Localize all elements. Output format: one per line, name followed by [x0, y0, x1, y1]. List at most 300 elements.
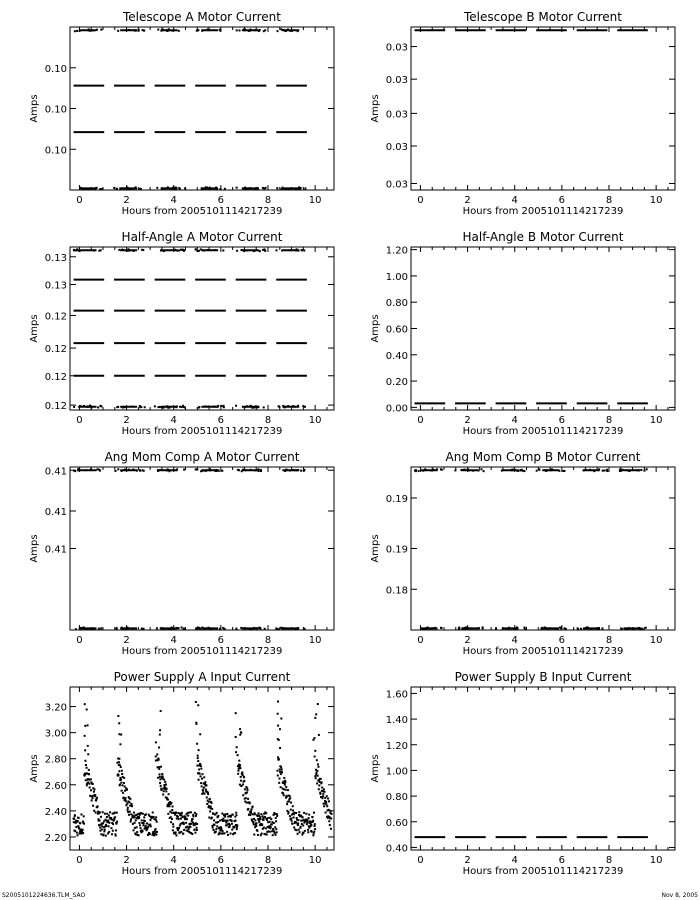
data-point — [108, 822, 110, 824]
data-point — [160, 785, 162, 787]
data-point — [254, 819, 256, 821]
data-point — [158, 747, 160, 749]
data-point — [139, 188, 141, 190]
x-tick-label: 6 — [217, 635, 225, 646]
data-point — [157, 470, 159, 472]
data-point — [142, 813, 144, 815]
data-point — [82, 832, 84, 834]
data-point — [121, 770, 123, 772]
data-point — [196, 823, 198, 825]
data-point — [156, 753, 158, 755]
data-point — [263, 827, 265, 829]
y-tick-label: 0.12 — [44, 401, 67, 413]
data-point — [313, 832, 315, 834]
data-point — [145, 825, 147, 827]
data-point — [602, 470, 604, 472]
data-point — [141, 628, 143, 630]
data-point — [121, 784, 123, 786]
data-point — [250, 810, 252, 812]
data-point — [201, 778, 203, 780]
data-point — [143, 470, 145, 472]
data-point — [606, 470, 608, 472]
data-point — [283, 777, 285, 779]
y-tick-label: 0.80 — [385, 298, 408, 310]
data-point — [73, 249, 75, 251]
data-point — [202, 773, 204, 775]
data-point — [482, 627, 484, 629]
data-point — [164, 781, 166, 783]
data-point — [236, 29, 238, 31]
data-point — [133, 812, 135, 814]
data-point — [246, 802, 248, 804]
data-point — [91, 797, 93, 799]
data-point — [129, 811, 131, 813]
data-point — [560, 627, 562, 629]
data-point — [441, 469, 443, 471]
data-point — [330, 818, 332, 820]
data-point — [231, 829, 233, 831]
data-point — [297, 819, 299, 821]
chart-panel-7 — [29, 670, 334, 877]
data-point — [177, 829, 179, 831]
data-point — [167, 799, 169, 801]
data-point — [196, 743, 198, 745]
data-point — [99, 811, 101, 813]
data-point — [314, 775, 316, 777]
data-point — [143, 30, 145, 32]
data-point — [276, 30, 278, 32]
data-point — [266, 833, 268, 835]
data-point — [303, 250, 305, 252]
chart-title: Telescope B Motor Current — [463, 10, 623, 24]
data-point — [96, 468, 98, 470]
data-point — [306, 823, 308, 825]
data-point — [152, 811, 154, 813]
chart-title: Ang Mom Comp A Motor Current — [104, 450, 300, 464]
chart-title: Power Supply B Input Current — [454, 670, 632, 684]
data-point — [270, 818, 272, 820]
data-point — [313, 812, 315, 814]
data-point — [235, 628, 237, 630]
data-point — [143, 816, 145, 818]
chart-title: Half-Angle B Motor Current — [462, 230, 624, 244]
data-point — [640, 627, 642, 629]
data-point — [288, 800, 290, 802]
y-axis-label: Amps — [370, 314, 381, 343]
y-tick-label: 3.20 — [44, 702, 67, 714]
data-point — [279, 747, 281, 749]
data-point — [205, 784, 207, 786]
data-point — [138, 822, 140, 824]
data-point — [289, 815, 291, 817]
data-point — [195, 701, 197, 703]
data-point — [202, 790, 204, 792]
data-point — [118, 770, 120, 772]
data-point — [117, 406, 119, 408]
data-point — [237, 754, 239, 756]
data-point — [181, 812, 183, 814]
data-point — [300, 826, 302, 828]
data-points — [73, 701, 333, 837]
data-point — [318, 788, 320, 790]
data-point — [168, 805, 170, 807]
data-point — [274, 813, 276, 815]
data-point — [182, 833, 184, 835]
data-point — [256, 822, 258, 824]
data-point — [76, 832, 78, 834]
y-tick-label: 2.60 — [44, 780, 67, 792]
data-point — [185, 822, 187, 824]
y-tick-label: 0.40 — [385, 350, 408, 362]
data-point — [106, 816, 108, 818]
data-point — [93, 810, 95, 812]
footer-filename: S2005101224636.TLM_SAO — [2, 892, 86, 899]
y-axis-label: Amps — [29, 94, 40, 123]
data-point — [179, 188, 181, 190]
data-point — [228, 826, 230, 828]
data-point — [289, 797, 291, 799]
data-point — [125, 797, 127, 799]
data-point — [280, 766, 282, 768]
data-point — [100, 405, 102, 407]
plot-frame — [70, 27, 334, 190]
data-point — [317, 775, 319, 777]
data-point — [127, 809, 129, 811]
x-axis-label: Hours from 2005101114217239 — [462, 646, 624, 657]
y-tick-label: 0.40 — [385, 843, 408, 855]
data-point — [163, 779, 165, 781]
data-point — [538, 469, 540, 471]
data-point — [304, 830, 306, 832]
data-point — [244, 788, 246, 790]
chart-panel-3 — [29, 230, 334, 437]
data-point — [313, 831, 315, 833]
data-point — [226, 822, 228, 824]
data-point — [272, 828, 274, 830]
y-tick-label: 0.41 — [44, 466, 67, 478]
data-point — [128, 814, 130, 816]
data-point — [213, 819, 215, 821]
data-point — [269, 831, 271, 833]
x-tick-label: 10 — [308, 855, 322, 866]
data-point — [116, 812, 118, 814]
data-point — [155, 819, 157, 821]
data-point — [275, 828, 277, 830]
x-tick-label: 4 — [170, 635, 177, 646]
x-tick-label: 8 — [264, 855, 272, 866]
data-point — [110, 827, 112, 829]
data-point — [288, 811, 290, 813]
data-point — [308, 814, 310, 816]
data-point — [188, 828, 190, 830]
data-point — [80, 813, 82, 815]
data-point — [281, 771, 283, 773]
data-point — [234, 832, 236, 834]
data-point — [97, 406, 99, 408]
data-point — [239, 29, 241, 31]
footer-date: Nov 8, 2005 — [661, 892, 698, 899]
data-point — [254, 813, 256, 815]
data-point — [269, 821, 271, 823]
data-point — [129, 801, 131, 803]
data-point — [136, 826, 138, 828]
data-point — [243, 776, 245, 778]
data-point — [495, 628, 497, 630]
data-point — [142, 830, 144, 832]
data-point — [201, 785, 203, 787]
data-point — [84, 749, 86, 751]
data-point — [112, 823, 114, 825]
data-point — [100, 816, 102, 818]
data-point — [222, 818, 224, 820]
data-point — [242, 794, 244, 796]
data-point — [159, 773, 161, 775]
data-point — [297, 822, 299, 824]
data-point — [159, 734, 161, 736]
data-point — [105, 835, 107, 837]
data-point — [178, 627, 180, 629]
data-point — [155, 816, 157, 818]
data-point — [73, 406, 75, 408]
data-point — [310, 824, 312, 826]
x-tick-label: 10 — [308, 635, 322, 646]
data-point — [196, 829, 198, 831]
data-point — [278, 405, 280, 407]
data-point — [109, 811, 111, 813]
data-point — [252, 806, 254, 808]
data-point — [178, 818, 180, 820]
data-point — [278, 758, 280, 760]
data-point — [181, 626, 183, 628]
data-point — [318, 784, 320, 786]
data-point — [330, 810, 332, 812]
y-tick-label: 3.00 — [44, 728, 67, 740]
data-point — [289, 795, 291, 797]
data-point — [314, 756, 316, 758]
data-point — [255, 825, 257, 827]
data-point — [114, 812, 116, 814]
data-point — [319, 793, 321, 795]
x-axis-label: Hours from 2005101114217239 — [462, 206, 624, 217]
data-point — [239, 764, 241, 766]
data-point — [221, 470, 223, 472]
data-point — [170, 821, 172, 823]
data-point — [167, 813, 169, 815]
data-point — [301, 249, 303, 251]
y-tick-label: 0.03 — [385, 141, 408, 153]
data-point — [206, 796, 208, 798]
data-point — [90, 778, 92, 780]
data-point — [317, 763, 319, 765]
data-point — [155, 828, 157, 830]
data-point — [224, 832, 226, 834]
data-point — [303, 812, 305, 814]
data-point — [292, 805, 294, 807]
data-point — [253, 834, 255, 836]
data-point — [298, 811, 300, 813]
data-point — [107, 820, 109, 822]
data-point — [160, 710, 162, 712]
data-point — [314, 717, 316, 719]
data-point — [236, 187, 238, 189]
data-point — [196, 827, 198, 829]
y-tick-label: 1.20 — [385, 245, 408, 257]
data-point — [73, 818, 75, 820]
data-point — [276, 187, 278, 189]
data-point — [213, 824, 215, 826]
data-point — [330, 828, 332, 830]
data-point — [156, 627, 158, 629]
y-tick-label: 0.12 — [44, 344, 67, 356]
data-point — [112, 830, 114, 832]
x-tick-label: 6 — [558, 415, 566, 426]
data-point — [223, 820, 225, 822]
data-point — [277, 713, 279, 715]
data-point — [108, 814, 110, 816]
data-point — [182, 249, 184, 251]
y-tick-label: 1.60 — [385, 689, 408, 701]
data-point — [225, 820, 227, 822]
data-point — [219, 628, 221, 630]
data-point — [197, 626, 199, 628]
data-point — [100, 833, 102, 835]
data-point — [322, 795, 324, 797]
data-point — [88, 769, 90, 771]
y-tick-label: 0.03 — [385, 42, 408, 54]
data-point — [290, 817, 292, 819]
data-point — [236, 250, 238, 252]
data-point — [143, 822, 145, 824]
data-point — [227, 820, 229, 822]
y-tick-label: 0.18 — [385, 585, 408, 597]
data-point — [643, 470, 645, 472]
data-point — [298, 829, 300, 831]
data-point — [183, 469, 185, 471]
data-point — [200, 775, 202, 777]
data-point — [138, 817, 140, 819]
data-point — [272, 834, 274, 836]
plot-frame — [411, 687, 675, 850]
data-point — [171, 812, 173, 814]
data-point — [175, 811, 177, 813]
chart-panel-6 — [370, 450, 675, 657]
data-point — [189, 826, 191, 828]
data-point — [290, 809, 292, 811]
data-point — [321, 787, 323, 789]
data-point — [328, 820, 330, 822]
data-point — [149, 824, 151, 826]
data-point — [122, 792, 124, 794]
data-point — [221, 813, 223, 815]
data-point — [101, 188, 103, 190]
data-point — [235, 812, 237, 814]
data-point — [139, 406, 141, 408]
data-point — [143, 628, 145, 630]
data-point — [124, 786, 126, 788]
data-point — [265, 812, 267, 814]
data-point — [323, 805, 325, 807]
data-point — [601, 627, 603, 629]
data-point — [293, 816, 295, 818]
data-point — [114, 816, 116, 818]
data-point — [141, 819, 143, 821]
data-point — [118, 722, 120, 724]
data-point — [89, 787, 91, 789]
data-point — [317, 766, 319, 768]
y-tick-label: 1.20 — [385, 740, 408, 752]
data-point — [157, 759, 159, 761]
x-tick-label: 2 — [123, 635, 130, 646]
data-point — [199, 763, 201, 765]
x-tick-label: 10 — [308, 415, 322, 426]
data-point — [140, 827, 142, 829]
data-point — [260, 813, 262, 815]
data-point — [276, 815, 278, 817]
chart-title: Ang Mom Comp B Motor Current — [445, 450, 641, 464]
data-point — [222, 830, 224, 832]
y-axis-label: Amps — [29, 314, 40, 343]
data-point — [282, 792, 284, 794]
data-point — [258, 812, 260, 814]
data-point — [196, 765, 198, 767]
data-point — [222, 249, 224, 251]
data-point — [199, 773, 201, 775]
data-point — [118, 761, 120, 763]
data-point — [115, 470, 117, 472]
data-point — [134, 822, 136, 824]
data-point — [305, 813, 307, 815]
data-point — [95, 811, 97, 813]
data-point — [314, 823, 316, 825]
y-tick-label: 1.40 — [385, 715, 408, 727]
data-point — [315, 777, 317, 779]
data-point — [192, 818, 194, 820]
data-point — [75, 628, 77, 630]
data-point — [117, 468, 119, 470]
data-point — [175, 834, 177, 836]
data-point — [264, 816, 266, 818]
data-point — [123, 777, 125, 779]
data-point — [240, 780, 242, 782]
y-tick-label: 2.20 — [44, 832, 67, 844]
data-point — [458, 628, 460, 630]
data-point — [321, 797, 323, 799]
y-tick-label: 0.10 — [44, 63, 67, 75]
data-point — [250, 809, 252, 811]
data-point — [82, 829, 84, 831]
data-point — [142, 824, 144, 826]
x-tick-label: 2 — [123, 415, 130, 426]
data-point — [280, 718, 282, 720]
data-point — [93, 788, 95, 790]
data-point — [242, 774, 244, 776]
x-tick-label: 6 — [558, 195, 566, 206]
data-point — [165, 790, 167, 792]
data-point — [235, 712, 237, 714]
data-point — [235, 405, 237, 407]
data-point — [307, 821, 309, 823]
data-point — [520, 469, 522, 471]
data-point — [281, 768, 283, 770]
data-point — [211, 817, 213, 819]
data-point — [180, 831, 182, 833]
data-point — [311, 831, 313, 833]
data-point — [295, 812, 297, 814]
data-point — [275, 817, 277, 819]
x-tick-label: 0 — [76, 635, 83, 646]
data-point — [190, 811, 192, 813]
data-point — [119, 764, 121, 766]
